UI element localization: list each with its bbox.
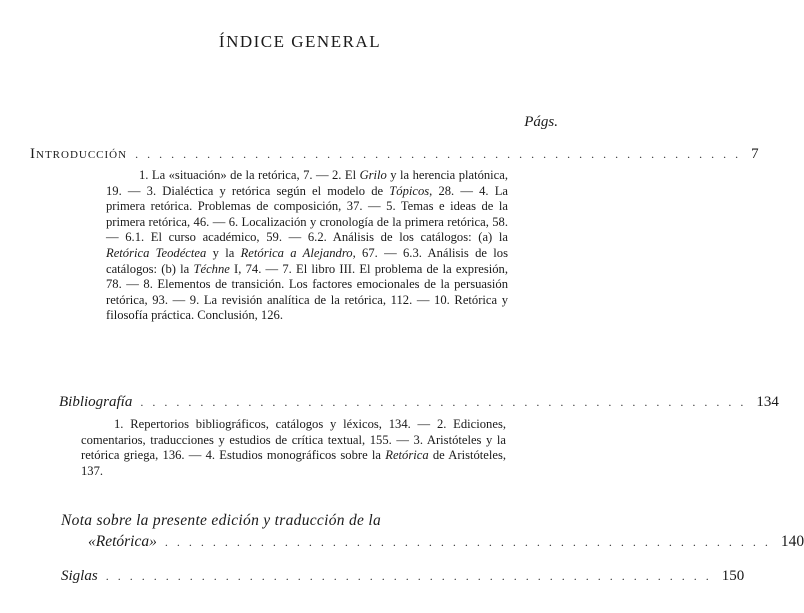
dot-leader: . . . . . . . . . . . . . . . . . . . . . . . . . . . . . . . . . . . . . . . . . . . . . . . . . . . [135,147,742,161]
summary-italic: Tópicos [389,183,430,198]
summary-text: 1. Repertorios bibliográficos, catálogos y léxicos, 134. — 2. Ediciones, comentarios, traducciones y estudios de crítica textual, 155. — 3. Aristóteles y la retórica griega, 136. — 4. Estudios monográficos sobre la [81,417,506,463]
summary-italic: Retórica Teodéctea [106,245,207,260]
toc-entry-label: Bibliografía [59,394,133,410]
toc-entry-introduccion[interactable] [30,146,759,163]
introduccion-summary [106,168,508,324]
toc-entry-label: Siglas [61,568,98,584]
summary-text: 1. La «situación» de la retórica, 7. — 2. El [139,168,360,182]
dot-leader: . . . . . . . . . . . . . . . . . . . . . . . . . . . . . . . . . . . . . . . . . . . . . . . . . . . [164,535,771,549]
toc-entry-page: 7 [751,146,759,162]
summary-text: y la [206,245,241,260]
summary-text: y la herencia platónica, 19. — 3. Dialéctica y retórica según el modelo de [106,168,508,198]
dot-leader: . . . . . . . . . . . . . . . . . . . . . . . . . . . . . . . . . . . . . . . . . . . . . . . . . . . [140,395,747,409]
toc-entry-bibliografia[interactable] [59,394,779,411]
summary-italic: Retórica a Alejandro [240,245,353,260]
toc-entry-label: Introducción [30,146,128,162]
toc-entry-page: 140 [780,533,804,550]
summary-text: I, 74. — 7. El libro III. El problema de la expresión, 78. — 8. Elementos de transición. Los factores emocionales de la persuasión retórica, 93. — 9. La revisión analítica de la retórica, 112. — 10. Retórica y filosofía práctica. Conclusión, 126. [106,261,509,323]
toc-entry-nota[interactable] [88,533,804,551]
summary-text: , 28. — 4. La primera retórica. Problemas de composición, 37. — 5. Temas e ideas de la primera retórica, 46. — 6. Localización y cronología de la primera retórica, 58. — 6.1. El curso académico, 59. — 6.2. Análisis de los catálogos: (a) la [106,183,508,245]
summary-italic: Grilo [359,168,387,182]
toc-entry-nota-line1[interactable]: Nota sobre la presente edición y traducción de la [61,512,382,529]
toc-entry-page: 150 [721,568,745,584]
summary-italic: Téchne [193,261,230,276]
summary-text: de Aristóteles, 137. [81,448,506,478]
summary-italic: Retórica [385,448,429,463]
toc-entry-siglas[interactable] [61,568,745,585]
pages-column-header: Págs. [524,114,558,130]
page-title: ÍNDICE GENERAL [218,32,382,51]
toc-entry-label: «Retórica» [88,533,157,550]
bibliografia-summary [81,417,506,479]
dot-leader: . . . . . . . . . . . . . . . . . . . . . . . . . . . . . . . . . . . . . . . . . . . . . . . . . . . [105,569,712,583]
toc-entry-page: 134 [756,394,779,410]
summary-text: , 67. — 6.3. Análisis de los catálogos: (b) la [106,245,508,276]
